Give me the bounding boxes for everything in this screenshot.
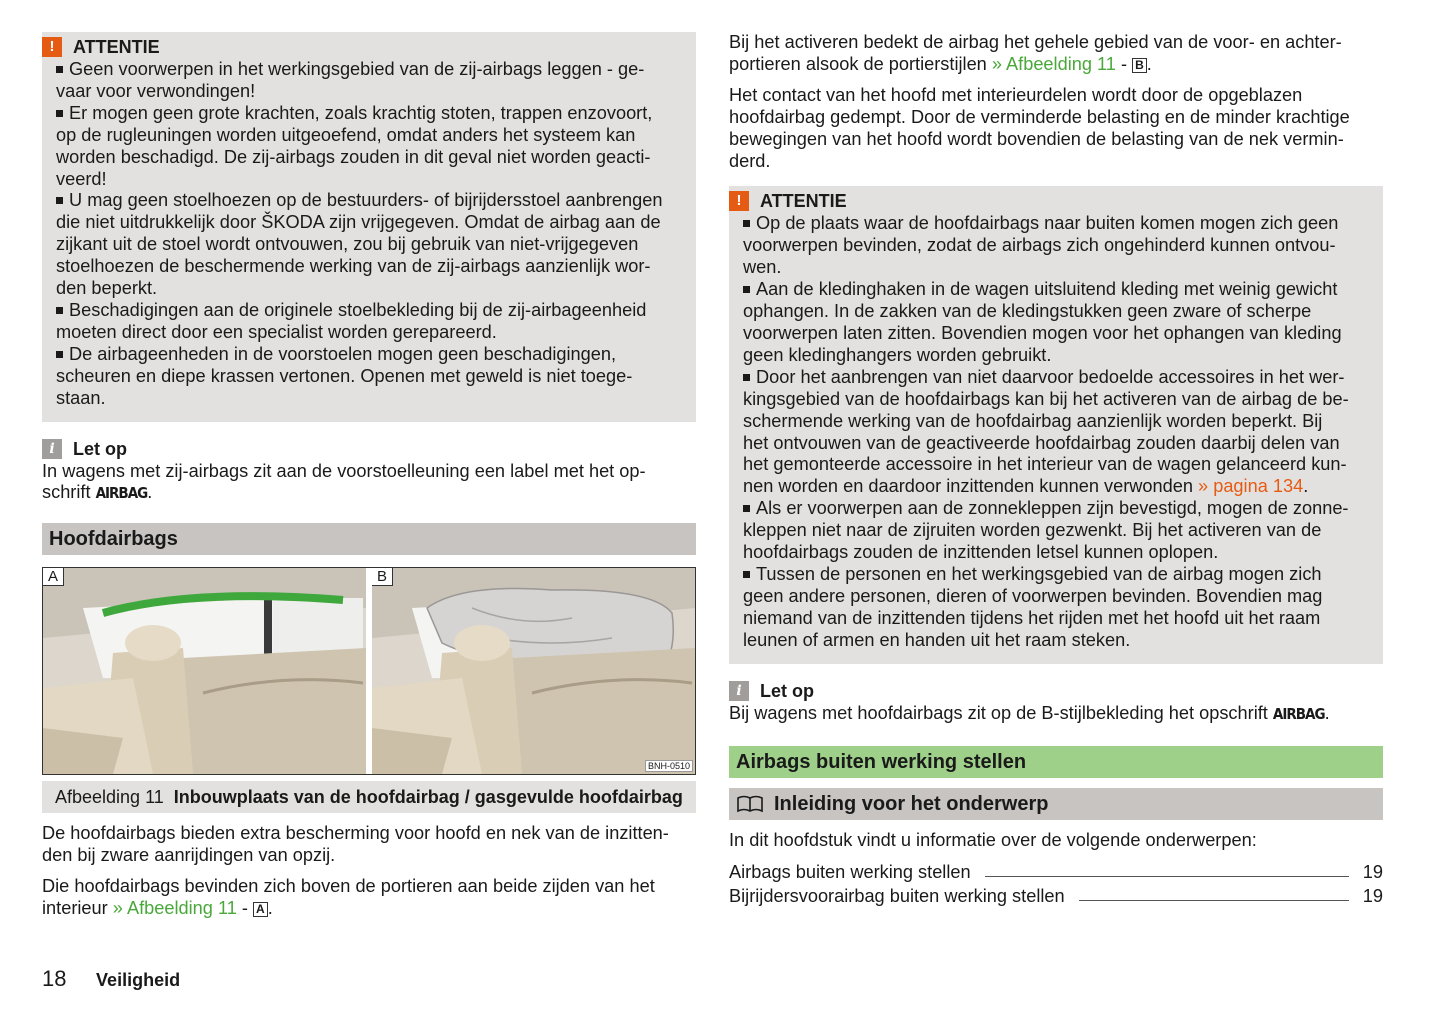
- warning-bullet: [56, 59, 682, 103]
- toc-page: 19: [1362, 862, 1383, 883]
- warning-title: ATTENTIE: [73, 37, 160, 57]
- warning-box: [42, 32, 696, 422]
- text-line: geen kledinghangers worden gebruikt.: [743, 344, 1052, 365]
- panel-a-label: A: [43, 568, 64, 586]
- note-text: schrift AIRBAG.: [42, 482, 153, 503]
- text-line: stoelhoezen de beschermende werking van de zij-airbags aanzienlijk wor-: [56, 256, 651, 277]
- topic-intro-title: Inleiding voor het onderwerp: [774, 793, 1049, 816]
- paragraph: [42, 823, 696, 867]
- figure-panel-b: [372, 568, 695, 774]
- info-icon: i: [42, 439, 62, 459]
- airbag-label: AIRBAG: [95, 484, 148, 503]
- warning-icon: !: [42, 37, 62, 57]
- warning-box: [729, 186, 1383, 663]
- text-line: U mag geen stoelhoezen op de bestuurders- of bijrijdersstoel aanbrengen: [69, 190, 663, 211]
- text-line: worden beschadigd. De zij-airbags zouden in dit geval niet worden geacti-: [56, 146, 651, 167]
- note-block: [42, 437, 696, 506]
- figure-letter-badge: B: [1132, 58, 1147, 73]
- text-line: Bij het activeren bedekt de airbag het gehele gebied van de voor- en achter-: [729, 32, 1342, 52]
- text-line: vaar voor verwondingen!: [56, 80, 256, 101]
- page-link[interactable]: » pagina 134: [1198, 476, 1304, 497]
- warning-bullet: [56, 103, 682, 191]
- text-line: kingsgebied van de hoofdairbags kan bij het activeren van de airbag de be-: [743, 388, 1349, 409]
- text-line: derd.: [729, 150, 771, 171]
- car-interior-airbag-illustration: [372, 568, 695, 774]
- note-text: In wagens met zij-airbags zit aan de voorstoelleuning een label met het op-: [42, 460, 646, 481]
- text-line: Er mogen geen grote krachten, zoals krachtig stoten, trappen enzovoort,: [69, 102, 653, 123]
- section-title: Hoofdairbags: [42, 523, 696, 555]
- text-line: Geen voorwerpen in het werkingsgebied van de zij-airbags leggen - ge-: [69, 59, 645, 79]
- text-line: bewegingen van het hoofd wordt bovendien de belasting van de nek vermin-: [729, 128, 1344, 149]
- paragraph: [42, 876, 696, 920]
- toc-label: Airbags buiten werking stellen: [729, 862, 971, 883]
- airbag-label: AIRBAG: [1272, 704, 1325, 723]
- warning-header: [729, 189, 1369, 213]
- text-line: Die hoofdairbags bevinden zich boven de portieren aan beide zijden van het: [42, 876, 655, 897]
- text-line: staan.: [56, 387, 106, 408]
- paragraph: [729, 85, 1383, 173]
- text-line: Op de plaats waar de hoofdairbags naar buiten komen mogen zich geen: [756, 213, 1339, 234]
- warning-icon: !: [729, 191, 749, 211]
- note-title: Let op: [760, 680, 814, 701]
- text-line: Door het aanbrengen van niet daarvoor bedoelde accessoires in het wer-: [756, 366, 1345, 387]
- footer-section: Veiligheid: [96, 970, 181, 990]
- text-line: het gemonteerde accessoire in het interieur van de wagen gelanceerd kun-: [743, 454, 1347, 475]
- text-line: het ontvouwen van de geactiveerde hoofdairbag zouden daarbij delen van: [743, 432, 1340, 453]
- text-line: den bij zware aanrijdingen van opzij.: [42, 845, 336, 866]
- text-line: portieren alsook de portierstijlen » Afbeelding 11 - B .: [729, 53, 1152, 74]
- text-line: moeten direct door een specialist worden gerepareerd.: [56, 321, 497, 342]
- topic-intro-header: [729, 788, 1383, 820]
- text-line: Als er voorwerpen aan de zonnekleppen zijn bevestigd, mogen de zonne-: [756, 498, 1349, 519]
- text-line: op de rugleuningen worden uitgeoefend, omdat anders het systeem kan: [56, 124, 636, 145]
- text-line: interieur » Afbeelding 11 - A .: [42, 898, 273, 919]
- note-text: Bij wagens met hoofdairbags zit op de B-stijlbekleding het opschrift AIRBAG.: [729, 702, 1330, 723]
- figure-letter-badge: A: [253, 902, 268, 917]
- warning-bullet: [743, 564, 1369, 652]
- panel-b-label: B: [372, 568, 393, 586]
- text-line: nen worden en daardoor inzittenden kunnen verwonden: [743, 476, 1193, 497]
- text-line: den beperkt.: [56, 278, 158, 299]
- toc-label: Bijrijdersvoorairbag buiten werking stellen: [729, 886, 1065, 907]
- figure-link[interactable]: » Afbeelding 11: [991, 53, 1116, 74]
- toc-item[interactable]: [729, 884, 1383, 908]
- text-line: scheuren en diepe krassen vertonen. Openen met geweld is niet toege-: [56, 365, 633, 386]
- caption-text: Inbouwplaats van de hoofdairbag / gasgevulde hoofdairbag: [173, 787, 683, 808]
- note-block: [729, 679, 1383, 726]
- intro-text: In dit hoofdstuk vindt u informatie over de volgende onderwerpen:: [729, 830, 1257, 851]
- text-line: wen.: [743, 257, 782, 278]
- note-title: Let op: [73, 438, 127, 459]
- note-header: [42, 437, 696, 461]
- warning-bullet: [743, 498, 1369, 564]
- text-line: geen andere personen, dieren of voorwerpen bevinden. Bovendien mag: [743, 585, 1323, 606]
- warning-header: [42, 35, 682, 59]
- caption-label: Afbeelding 11: [55, 787, 164, 808]
- text-line: zijkant uit de stoel wordt ontvouwen, zou bij gebruik van niet-vrijgegeven: [56, 234, 639, 255]
- warning-bullet: [56, 344, 682, 410]
- warning-bullet: [743, 213, 1369, 279]
- text-line: De hoofdairbags bieden extra bescherming voor hoofd en nek van de inzitten-: [42, 823, 669, 844]
- page-footer: [42, 966, 180, 992]
- info-icon: i: [729, 681, 749, 701]
- figure-caption: [42, 781, 696, 813]
- text-line: Beschadigingen aan de originele stoelbekleding bij de zij-airbageenheid: [69, 299, 647, 320]
- page-number: 18: [42, 966, 67, 991]
- text-line: niemand van de inzittenden tijdens het rijden met het hoofd uit het raam: [743, 607, 1321, 628]
- text-line: hoofdairbags zouden de inzittenden letsel kunnen oplopen.: [743, 542, 1219, 563]
- toc-page: 19: [1362, 886, 1383, 907]
- text-line: hoofdairbag gedempt. Door de verminderde belasting en de minder krachtige: [729, 106, 1350, 127]
- warning-title: ATTENTIE: [760, 191, 847, 212]
- text-line: Tussen de personen en het werkingsgebied van de airbag mogen zich: [756, 563, 1322, 584]
- figure-code: BNH-0510: [645, 760, 693, 772]
- text-line: voorwerpen laten zitten. Bovendien mogen voor het ophangen van kleding: [743, 322, 1342, 343]
- chapter-title: Airbags buiten werking stellen: [729, 746, 1383, 778]
- figure: [42, 567, 696, 775]
- text-line: De airbageenheden in de voorstoelen mogen geen beschadigingen,: [69, 343, 617, 364]
- left-column: [42, 32, 696, 920]
- text-line: veerd!: [56, 168, 107, 189]
- book-icon: [736, 795, 764, 813]
- warning-bullet: [743, 279, 1369, 367]
- toc-leader: [985, 876, 1349, 877]
- text-line: kleppen niet naar de zijruiten worden gezwenkt. Bij het activeren van de: [743, 520, 1322, 541]
- toc-list: [729, 860, 1383, 908]
- figure-link[interactable]: » Afbeelding 11: [112, 898, 237, 919]
- text-line: die niet uitdrukkelijk door ŠKODA zijn vrijgegeven. Omdat de airbag aan de: [56, 212, 661, 233]
- figure-panel-a: [43, 568, 366, 774]
- warning-bullet: Door het aanbrengen van niet daarvoor bedoelde accessoires in het wer- kingsgebied van de hoofdairbags kan bij het activeren van de airbag de be- schermende werking van de hoofdairbag aanzienlijk worden beperkt. Bij het ontvouwen van de geactiveerde hoofdairbag zouden daarbij delen van het gemonteerde accessoire in het interieur van de wagen gelanceerd kun- nen worden en daardoor inzittenden kunnen verwonden » pagina 134.: [743, 366, 1349, 497]
- text-line: schermende werking van de hoofdairbag aanzienlijk worden beperkt. Bij: [743, 410, 1323, 431]
- warning-bullet: [56, 300, 682, 344]
- paragraph: [729, 32, 1383, 76]
- toc-leader: [1079, 900, 1349, 901]
- note-header: [729, 679, 1383, 703]
- text-line: Het contact van het hoofd met interieurdelen wordt door de opgeblazen: [729, 84, 1303, 105]
- text-line: ophangen. In de zakken van de kledingstukken geen zware of scherpe: [743, 301, 1312, 322]
- text-line: Aan de kledinghaken in de wagen uitsluitend kleding met weinig gewicht: [756, 279, 1338, 300]
- text-line: voorwerpen bevinden, zodat de airbags zich ongehinderd kunnen ontvou-: [743, 235, 1336, 256]
- text-line: leunen of armen en handen uit het raam steken.: [743, 629, 1131, 650]
- toc-item[interactable]: [729, 860, 1383, 884]
- warning-bullet: [56, 190, 682, 300]
- right-column: [729, 32, 1383, 908]
- car-interior-illustration: [43, 568, 366, 774]
